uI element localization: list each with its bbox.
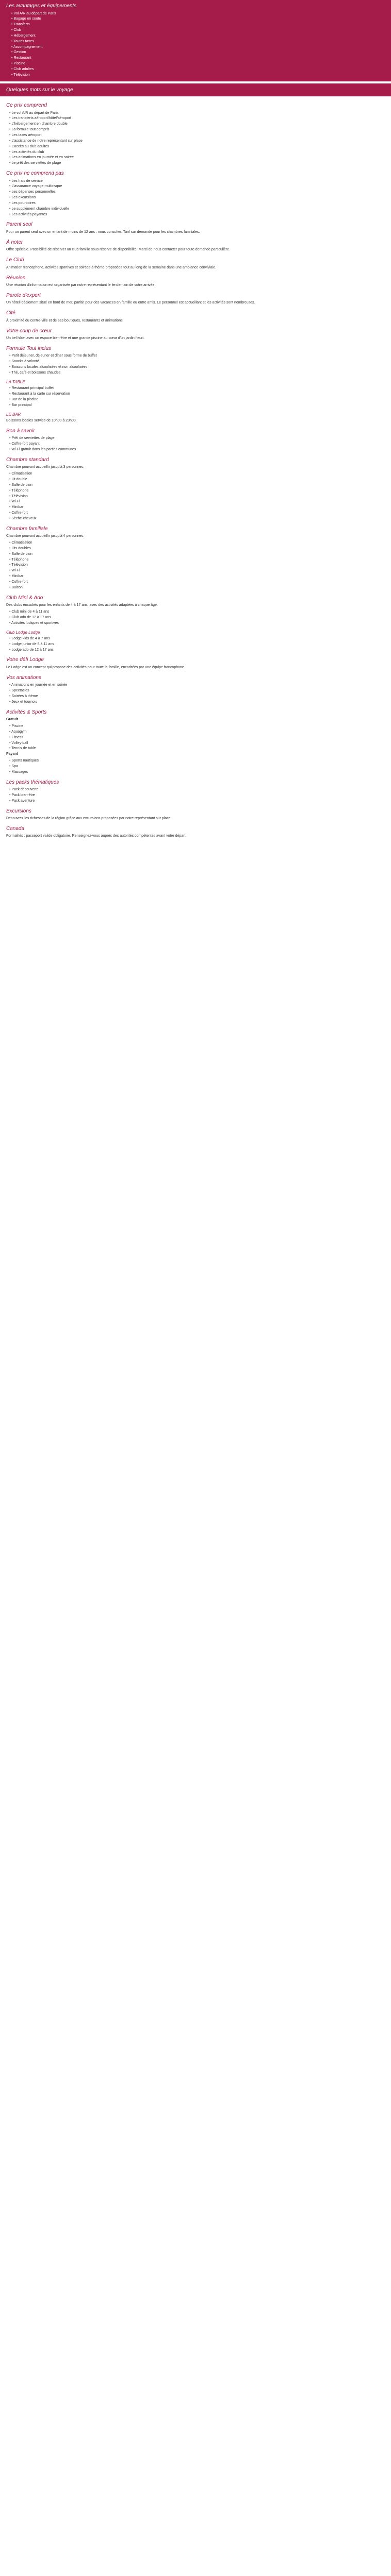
chambre-familiale-item: • Wi-Fi xyxy=(9,568,385,574)
activites-payant-list xyxy=(6,758,385,775)
chambre-familiale-item: • Minibar xyxy=(9,574,385,580)
chambre-standard-title: Chambre standard xyxy=(6,456,49,463)
chambre-familiale-title: Chambre familiale xyxy=(6,526,48,532)
table-title: LA TABLE xyxy=(6,379,25,384)
table-item: • Bar principal xyxy=(9,403,385,409)
packs-list xyxy=(6,787,385,804)
bon-savoir-item: • Prêt de serviettes de plage xyxy=(9,436,385,442)
trip-overview-header: Quelques mots sur le voyage xyxy=(0,83,391,97)
bon-savoir-list xyxy=(6,436,385,453)
advantage-item: • Restaurant xyxy=(11,56,386,61)
pack-item: • Pack bien-être xyxy=(9,793,385,799)
section-title: Ce prix comprend xyxy=(6,103,47,109)
table-item: • Restaurant à la carte sur réservation xyxy=(9,392,385,397)
paragraph-title: Cité xyxy=(6,310,15,316)
section-item: • L'accès au club adultes xyxy=(9,144,385,150)
formule-list xyxy=(6,353,385,376)
advantage-item: • Télévision xyxy=(11,73,386,78)
chambre-standard-item: • Salle de bain xyxy=(9,483,385,488)
section-title: Ce prix ne comprend pas xyxy=(6,171,64,177)
activite-payant-item: • Sports nautiques xyxy=(9,758,385,764)
club-kids-item: • Club ado de 12 à 17 ans xyxy=(9,615,385,621)
chambre-standard-item: • Coffre-fort xyxy=(9,511,385,516)
canada-title: Canada xyxy=(6,825,25,832)
page xyxy=(0,0,391,861)
club-kids-item: • Club mini de 4 à 11 ans xyxy=(9,609,385,615)
paragraph-title: À noter xyxy=(6,239,23,245)
formule-item: • Snacks à volonté xyxy=(9,359,385,365)
section-item: • Le supplément chambre individuelle xyxy=(9,207,385,212)
advantage-item: • Club xyxy=(11,28,386,33)
activite-gratuit-item: • Volley-ball xyxy=(9,741,385,747)
excursions-text: Découvrez les richesses de la région grâce aux excursions proposées par notre représentant sur place. xyxy=(6,817,172,821)
activite-gratuit-item: • Fitness xyxy=(9,735,385,741)
advantage-item: • Toutes taxes xyxy=(11,39,386,45)
chambre-standard-item: • Lit double xyxy=(9,477,385,483)
paragraph-text: Offre spéciale. Possibilité de réserver un club famille sous réserve de disponibilité. Merci de nous contacter pour toute demande particulière. xyxy=(6,248,231,252)
paragraph-text: Une réunion d'information est organisée par notre représentant le lendemain de votre arrivée. xyxy=(6,283,156,287)
packs-title: Les packs thématiques xyxy=(6,779,59,785)
animation-item: • Animations en journée et en soirée xyxy=(9,683,385,688)
bar-title: LE BAR xyxy=(6,412,21,417)
canada-text: Formalités : passeport valide obligatoire. Renseignez-vous auprès des autorités compétentes avant votre départ. xyxy=(6,834,187,838)
advantages-title: Les avantages et équipements xyxy=(6,3,77,9)
chambre-standard-item: • Minibar xyxy=(9,505,385,511)
club-lodge-title: Club Lodge Lodge xyxy=(6,630,40,635)
advantages-banner xyxy=(0,0,391,81)
section-item: • Les animations en journée et en soirée xyxy=(9,155,385,161)
section-item: • Les transferts aéroport/hôtel/aéroport xyxy=(9,116,385,122)
formule-item: • Thé, café et boissons chaudes xyxy=(9,370,385,376)
activite-payant-item: • Massages xyxy=(9,770,385,775)
chambre-familiale-item: • Balcon xyxy=(9,585,385,591)
chambre-standard-item: • Wi-Fi xyxy=(9,499,385,505)
paragraph-title: Votre coup de cœur xyxy=(6,328,52,334)
advantages-list xyxy=(6,11,386,78)
table-item: • Bar de la piscine xyxy=(9,397,385,403)
activites-gratuit-list xyxy=(6,724,385,752)
paragraph-title: Réunion xyxy=(6,275,26,281)
paragraph-text: Animation francophone, activités sportives et soirées à thème proposées tout au long de la semaine dans une ambiance conviviale. xyxy=(6,265,217,269)
sections-container xyxy=(6,101,385,217)
paragraph-text: Un bel hôtel avec un espace bien-être et une grande piscine au cœur d'un jardin fleuri. xyxy=(6,336,144,341)
animation-item: • Jeux et tournois xyxy=(9,700,385,705)
chambre-standard-text: Chambre pouvant accueillir jusqu'à 3 personnes. xyxy=(6,465,85,469)
activite-payant-item: • Spa xyxy=(9,764,385,770)
activite-gratuit-item: • Piscine xyxy=(9,724,385,730)
club-lodge-list xyxy=(6,636,385,653)
activites-title: Activités & Sports xyxy=(6,709,47,715)
bon-savoir-item: • Wi-Fi gratuit dans les parties communes xyxy=(9,447,385,453)
chambre-familiale-text: Chambre pouvant accueillir jusqu'à 4 personnes. xyxy=(6,534,85,538)
section-item: • Les frais de service xyxy=(9,179,385,184)
animations-title: Vos animations xyxy=(6,674,41,681)
section-item: • Les excursions xyxy=(9,195,385,201)
chambre-familiale-item: • Climatisation xyxy=(9,540,385,546)
club-kids-text: Des clubs encadrés pour les enfants de 4 à 17 ans, avec des activités adaptées à chaque âge. xyxy=(6,603,158,607)
advantage-item: • Vol A/R au départ de Paris xyxy=(11,11,386,17)
paragraphs-container xyxy=(6,221,385,341)
formule-item: • Boissons locales alcoolisées et non alcoolisées xyxy=(9,365,385,370)
advantage-item: • Piscine xyxy=(11,61,386,67)
bar-text: Boissons locales servies de 10h00 à 23h00. xyxy=(6,418,77,422)
section-item: • Les pourboires xyxy=(9,201,385,207)
voyage-text: Le Lodge est un concept qui propose des activités pour toute la famille, encadrées par une équipe francophone. xyxy=(6,665,185,669)
section-item: • Le prêt des serviettes de plage xyxy=(9,161,385,166)
bon-savoir-title: Bon à savoir xyxy=(6,428,35,434)
formule-title: Formule Tout inclus xyxy=(6,345,51,351)
chambre-standard-item: • Sèche-cheveux xyxy=(9,516,385,522)
section-item: • La formule tout compris xyxy=(9,127,385,133)
paragraph-title: Parent seul xyxy=(6,222,32,228)
paragraph-title: Le Club xyxy=(6,257,24,263)
advantage-item: • Transferts xyxy=(11,22,386,28)
chambre-familiale-item: • Salle de bain xyxy=(9,552,385,557)
chambre-standard-item: • Climatisation xyxy=(9,471,385,477)
animation-item: • Soirées à thème xyxy=(9,694,385,700)
advantage-item: • Club adultes xyxy=(11,67,386,73)
section-item: • L'assistance de notre représentant sur place xyxy=(9,139,385,144)
pack-item: • Pack découverte xyxy=(9,787,385,793)
chambre-familiale-list xyxy=(6,540,385,591)
paragraph-text: Un hôtel idéalement situé en bord de mer, parfait pour des vacances en famille ou entre amis. Le personnel est accueillant et les activités sont nombreuses. xyxy=(6,301,255,305)
club-kids-title: Club Mini & Ado xyxy=(6,595,43,601)
table-item: • Restaurant principal buffet xyxy=(9,386,385,392)
section-item: • Les activités du club xyxy=(9,150,385,156)
chambre-standard-item: • Téléphone xyxy=(9,488,385,494)
formule-item: • Petit déjeuner, déjeuner et dîner sous forme de buffet xyxy=(9,353,385,359)
advantage-item: • Accompagnement xyxy=(11,45,386,50)
club-lodge-item: • Lodge ado de 12 à 17 ans xyxy=(9,648,385,653)
section-item: • L'hébergement en chambre double xyxy=(9,122,385,127)
chambre-standard-item: • Télévision xyxy=(9,494,385,500)
animation-item: • Spectacles xyxy=(9,688,385,694)
section-item: • Les activités payantes xyxy=(9,212,385,218)
table-list xyxy=(6,386,385,408)
main-content xyxy=(0,96,391,861)
section-item: • Les taxes aéroport xyxy=(9,133,385,139)
activite-gratuit-item: • Tennis de table xyxy=(9,746,385,752)
activites-gratuit-label: Gratuit xyxy=(6,718,18,722)
advantage-item: • Bagage en soute xyxy=(11,16,386,22)
voyage-title: Votre défi Lodge xyxy=(6,657,44,663)
animations-list xyxy=(6,683,385,705)
club-kids-list xyxy=(6,609,385,626)
club-lodge-item: • Lodge junior de 8 à 11 ans xyxy=(9,642,385,648)
club-kids-item: • Activités ludiques et sportives xyxy=(9,621,385,626)
activites-payant-label: Payant xyxy=(6,752,18,756)
section-list xyxy=(6,179,385,218)
chambre-familiale-item: • Coffre-fort xyxy=(9,580,385,585)
paragraph-title: Parole d'expert xyxy=(6,292,41,298)
section-item: • Les dépenses personnelles xyxy=(9,190,385,195)
bon-savoir-item: • Coffre-fort payant xyxy=(9,442,385,447)
pack-item: • Pack aventure xyxy=(9,799,385,804)
excursions-title: Excursions xyxy=(6,808,31,814)
advantage-item: • Gestion xyxy=(11,50,386,56)
advantage-item: • Hébergement xyxy=(11,33,386,39)
chambre-familiale-item: • Lits doubles xyxy=(9,546,385,552)
chambre-standard-list xyxy=(6,471,385,522)
paragraph-text: À proximité du centre-ville et de ses boutiques, restaurants et animations. xyxy=(6,318,124,323)
club-lodge-item: • Lodge kids de 4 à 7 ans xyxy=(9,636,385,642)
section-list xyxy=(6,111,385,166)
activite-gratuit-item: • Aquagym xyxy=(9,730,385,735)
section-item: • L'assurance voyage multirisque xyxy=(9,184,385,190)
chambre-familiale-item: • Télévision xyxy=(9,563,385,568)
chambre-familiale-item: • Téléphone xyxy=(9,557,385,563)
paragraph-text: Pour un parent seul avec un enfant de moins de 12 ans : nous consulter. Tarif sur demande pour les chambres familiales. xyxy=(6,230,200,234)
section-item: • Le vol A/R au départ de Paris xyxy=(9,111,385,116)
